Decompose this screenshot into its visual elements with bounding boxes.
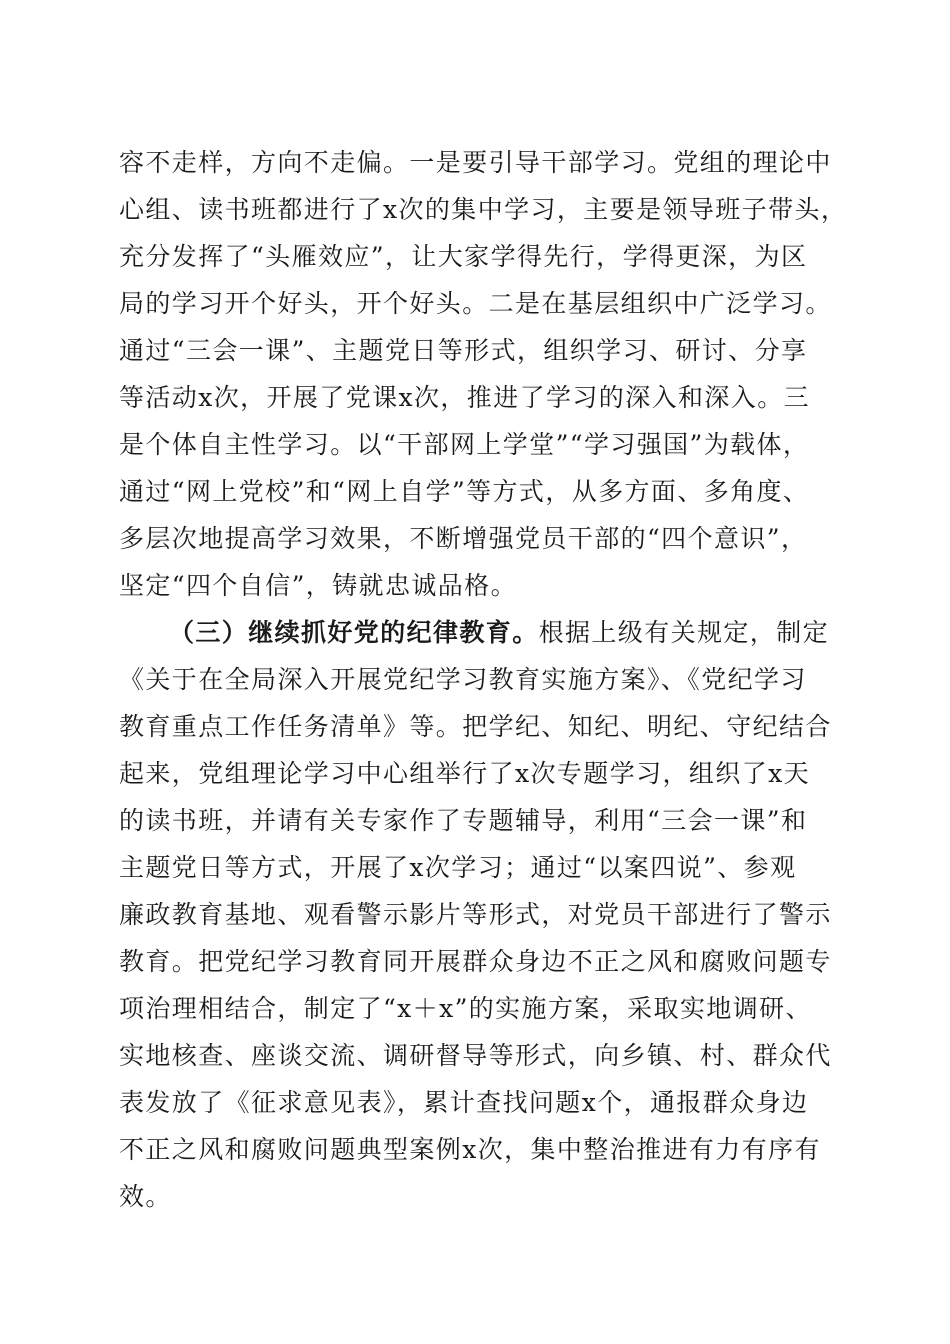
paragraph-line: 心组、读书班都进行了x次的集中学习，主要是领导班子带头， [119, 195, 848, 224]
paragraph-line: 起来，党组理论学习中心组举行了x次专题学习，组织了x天 [119, 759, 811, 788]
paragraph-line: 主题党日等方式，开展了x次学习；通过“以案四说”、参观 [119, 853, 797, 882]
paragraph-line: 等活动x次，开展了党课x次，推进了学习的深入和深入。三 [119, 383, 811, 412]
section-heading: （三）继续抓好党的纪律教育。 [169, 618, 539, 647]
paragraph-line: 容不走样，方向不走偏。一是要引导干部学习。党组的理论中 [119, 148, 832, 177]
paragraph-line: 实地核查、座谈交流、调研督导等形式，向乡镇、村、群众代 [119, 1041, 832, 1070]
paragraph-line: 教育。把党纪学习教育同开展群众身边不正之风和腐败问题专 [119, 947, 832, 976]
paragraph-line: 表发放了《征求意见表》，累计查找问题x个，通报群众身边 [119, 1088, 809, 1117]
paragraph-line: 的读书班，并请有关专家作了专题辅导，利用“三会一课”和 [119, 806, 808, 835]
paragraph-line: 充分发挥了“头雁效应”，让大家学得先行，学得更深，为区 [119, 242, 808, 271]
paragraph-line: 多层次地提高学习效果，不断增强党员干部的“四个意识”， [119, 524, 808, 553]
paragraph-line: 廉政教育基地、观看警示影片等形式，对党员干部进行了警示 [119, 900, 832, 929]
paragraph-line: 项治理相结合，制定了“x＋x”的实施方案，采取实地调研、 [119, 994, 812, 1023]
paragraph-line: 局的学习开个好头，开个好头。二是在基层组织中广泛学习。 [119, 289, 832, 318]
paragraph-line: 是个体自主性学习。以“干部网上学堂”“学习强国”为载体， [119, 430, 810, 459]
paragraph-line: 效。 [119, 1182, 172, 1211]
paragraph-line: 坚定“四个自信”，铸就忠诚品格。 [119, 571, 517, 600]
section-heading-line [169, 616, 859, 650]
paragraph-line: 《关于在全局深入开展党纪学习教育实施方案》、《党纪学习 [119, 665, 807, 694]
paragraph-line: 通过“网上党校”和“网上自学”等方式，从多方面、多角度、 [119, 477, 810, 506]
paragraph-line: 通过“三会一课”、主题党日等形式，组织学习、研讨、分享 [119, 336, 808, 365]
paragraph-line: 不正之风和腐败问题典型案例x次，集中整治推进有力有序有 [119, 1135, 821, 1164]
section-heading-rest: 根据上级有关规定，制定 [538, 618, 830, 647]
paragraph-line: 教育重点工作任务清单》等。把学纪、知纪、明纪、守纪结合 [119, 712, 832, 741]
